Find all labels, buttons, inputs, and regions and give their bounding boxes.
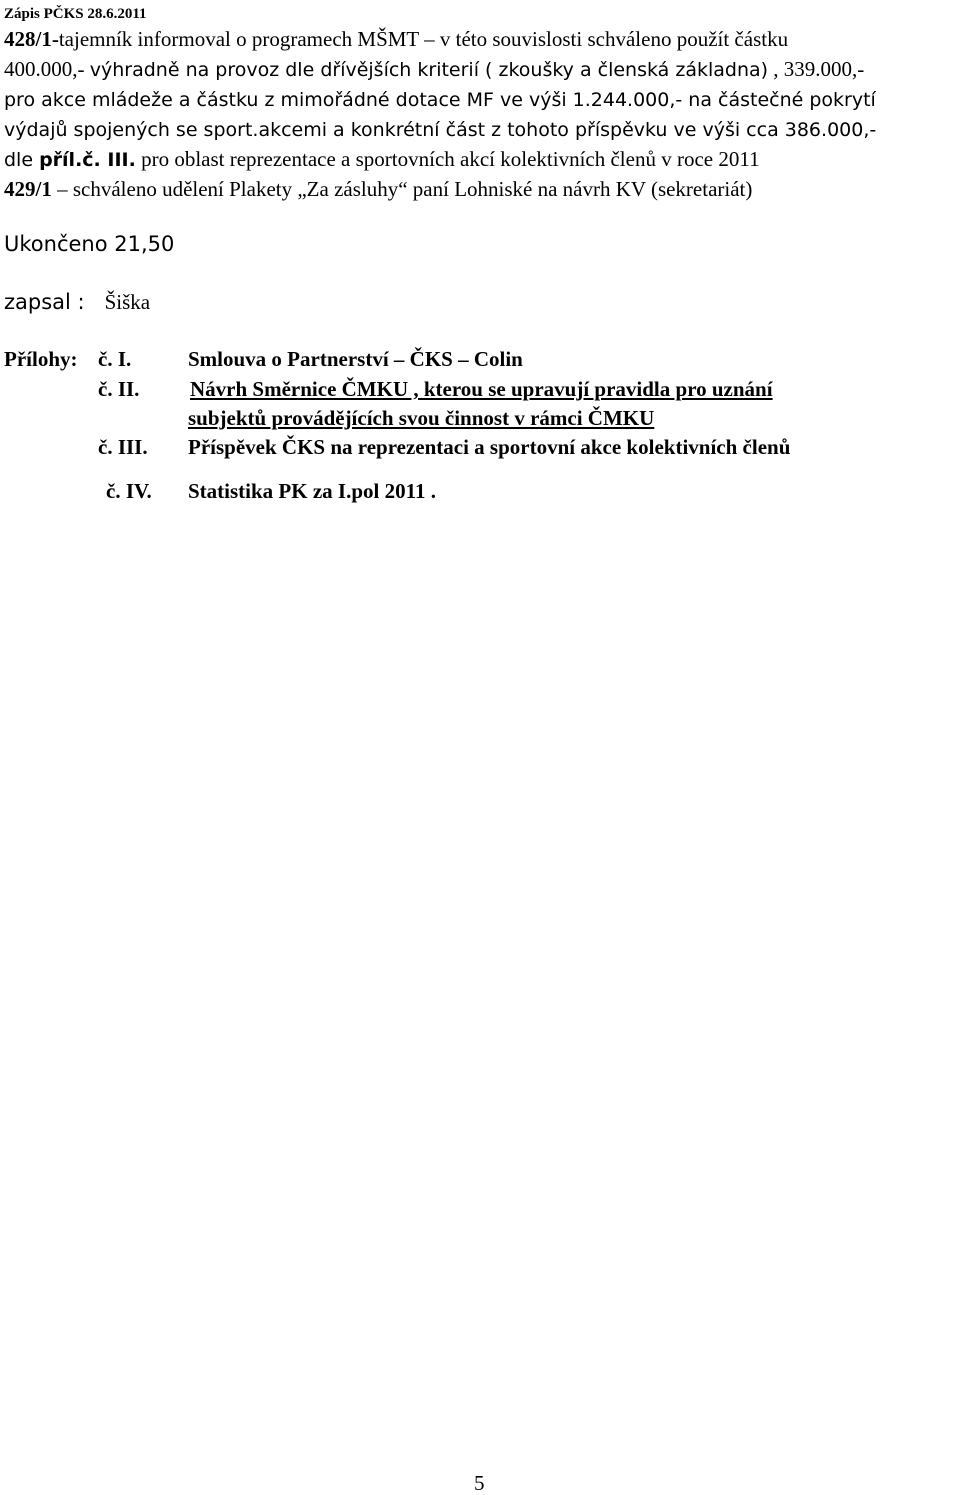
resolution-428-youth-text: pro akce mládeže a částku z mimořádné dotace MF ve výši 1.244.000,- <box>4 89 689 111</box>
resolution-428-per-text: dle <box>4 149 40 171</box>
document-header: Zápis PČKS 28.6.2011 <box>4 6 147 22</box>
resolution-428-partial-coverage-text: na částečné pokrytí <box>688 89 876 111</box>
attachment-4-number: č. IV. <box>106 479 152 503</box>
resolution-428-contribution-text: akcemi a konkrétní část z tohoto příspěvku ve výši cca 386.000,- <box>258 119 877 141</box>
resolution-428-line-3 <box>4 86 876 114</box>
resolution-429-text: – schváleno udělení Plakety „Za zásluhy“ paní Lohniské na návrh KV (sekretariát) <box>51 177 753 201</box>
resolution-428-line-5 <box>4 146 760 174</box>
resolution-428-line-4 <box>4 116 876 144</box>
attachment-4-title: Statistika PK za I.pol 2011 . <box>188 479 436 503</box>
attachment-1-title: Smlouva o Partnerství – ČKS – Colin <box>188 347 523 371</box>
meeting-ended: Ukončeno 21,50 <box>4 232 175 256</box>
attachment-1-number: č. I. <box>98 347 132 371</box>
resolution-428-representation-text: pro oblast reprezentace a sportovních akcí kolektivních členů v roce 2011 <box>135 147 760 171</box>
resolution-428-line-1 <box>4 26 788 53</box>
page-number: 5 <box>474 1471 485 1495</box>
attachment-2-title: Návrh Směrnice ČMKU , kterou se upravují pravidla pro uznání <box>190 377 773 401</box>
resolution-429 <box>4 176 752 203</box>
attachment-2-title-cont: subjektů provádějících svou činnost v rámci ČMKU <box>188 406 655 430</box>
recorded-by-name: Šiška <box>104 290 151 314</box>
attachment-3-title: Příspěvek ČKS na reprezentaci a sportovní akce kolektivních členů <box>188 435 791 459</box>
attachments-label: Přílohy: <box>4 347 78 371</box>
attachment-reference: příl.č. III. <box>39 149 136 171</box>
resolution-428-text: tajemník informoval o programech MŠMT – v této souvislosti schváleno použít částku <box>58 27 789 51</box>
attachment-3-number: č. III. <box>98 435 148 459</box>
attachment-2-number: č. II. <box>98 377 140 401</box>
resolution-428-operations-text: výhradně na provoz dle dřívějších kriterií ( zkoušky a členská základna) <box>89 59 769 81</box>
amount-400000: 400.000,- <box>4 57 90 81</box>
resolution-428-expenses-text: výdajů spojených se sport. <box>4 119 259 141</box>
resolution-428-line-2 <box>4 56 864 84</box>
resolution-428-number: 428/1- <box>4 27 59 51</box>
resolution-429-number: 429/1 <box>4 177 52 201</box>
amount-339000: , 339.000,- <box>768 57 865 81</box>
recorded-by-label: zapsal : <box>4 290 85 314</box>
recorded-by <box>4 289 150 316</box>
